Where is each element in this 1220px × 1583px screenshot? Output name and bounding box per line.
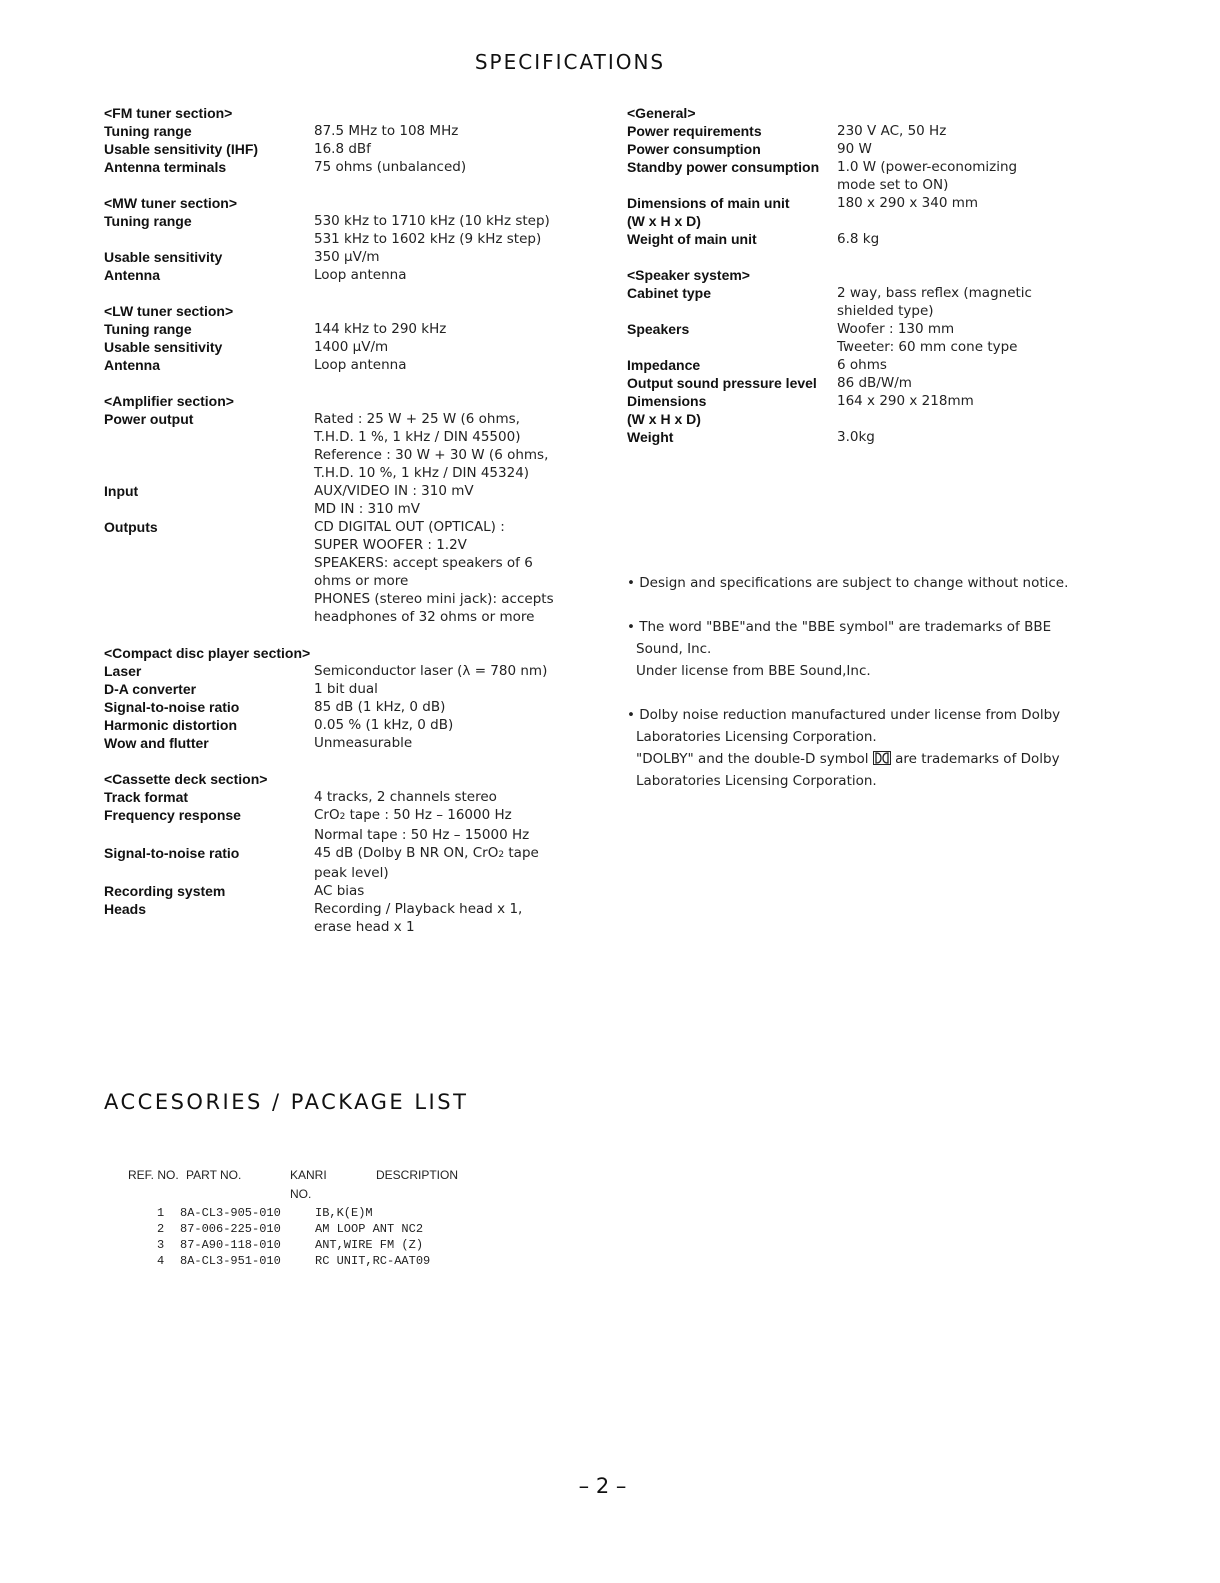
spec-label: Speakers <box>627 321 690 337</box>
section-gap <box>104 752 574 770</box>
page-title: SPECIFICATIONS <box>474 50 666 74</box>
note-text: are trademarks of Dolby <box>895 751 1060 767</box>
section-gap <box>104 284 574 302</box>
section-heading: <Cassette deck section> <box>104 771 268 787</box>
spec-value: 144 kHz to 290 kHz <box>314 321 447 337</box>
part-no: 87-006-225-010 <box>180 1222 281 1236</box>
description: ANT,WIRE FM (Z) <box>315 1238 424 1252</box>
spec-row <box>104 716 574 734</box>
spec-row <box>104 882 574 900</box>
description: IB,K(E)M <box>315 1206 373 1220</box>
spec-row <box>104 662 574 680</box>
spec-label: Usable sensitivity <box>104 249 223 265</box>
spec-label: Antenna <box>104 267 160 283</box>
spec-value: Unmeasurable <box>314 735 413 751</box>
spec-value: 6 ohms <box>837 357 887 373</box>
spec-label: Signal-to-noise ratio <box>104 699 240 715</box>
spec-value: 90 W <box>837 141 872 157</box>
description: AM LOOP ANT NC2 <box>315 1222 424 1236</box>
ref-no: 2 <box>157 1222 165 1236</box>
section-heading: <Compact disc player section> <box>104 645 311 661</box>
spec-row <box>627 158 1097 194</box>
spec-row <box>104 410 574 482</box>
spec-value: 350 µV/m <box>314 249 380 265</box>
spec-row <box>627 428 1097 446</box>
spec-value: CrO2 tape : 50 Hz – 16000 Hz Normal tape : 50 Hz – 15000 Hz <box>314 807 530 843</box>
note-text: "DOLBY" and the double-D symbol <box>636 751 869 767</box>
specs-right-column <box>627 104 1097 446</box>
spec-row <box>104 320 574 338</box>
spec-label: Impedance <box>627 357 701 373</box>
note-bbe <box>627 616 1097 682</box>
spec-row <box>627 320 1097 356</box>
spec-row <box>104 122 574 140</box>
header-kanri-no: NO. <box>290 1187 312 1201</box>
spec-label: Recording system <box>104 883 226 899</box>
spec-label: Usable sensitivity (IHF) <box>104 141 259 157</box>
spec-label: Tuning range <box>104 321 192 337</box>
spec-row <box>104 356 574 374</box>
section-gap <box>104 176 574 194</box>
spec-row <box>104 158 574 176</box>
description: RC UNIT,RC-AAT09 <box>315 1254 431 1268</box>
spec-value: 16.8 dBf <box>314 141 371 157</box>
spec-value: Loop antenna <box>314 267 407 283</box>
spec-label: Antenna terminals <box>104 159 227 175</box>
section-heading: <FM tuner section> <box>104 105 233 121</box>
spec-row <box>104 338 574 356</box>
spec-label: Tuning range <box>104 123 192 139</box>
spec-row <box>627 374 1097 392</box>
spec-row <box>104 248 574 266</box>
dolby-double-d-icon <box>873 751 891 765</box>
spec-row <box>627 284 1097 320</box>
part-no: 8A-CL3-951-010 <box>180 1254 281 1268</box>
spec-row <box>104 518 574 626</box>
spec-label: Dimensions (W x H x D) <box>627 393 707 427</box>
spec-row <box>104 482 574 518</box>
spec-value: 6.8 kg <box>837 231 880 247</box>
spec-value: Recording / Playback head x 1, erase head x 1 <box>314 901 523 935</box>
note-line: Laboratories Licensing Corporation. <box>636 773 877 789</box>
spec-row <box>104 734 574 752</box>
ref-no: 3 <box>157 1238 165 1252</box>
spec-row <box>627 356 1097 374</box>
spec-value: 86 dB/W/m <box>837 375 912 391</box>
part-no: 8A-CL3-905-010 <box>180 1206 281 1220</box>
note-line: Sound, Inc. <box>636 641 712 657</box>
ref-no: 1 <box>157 1206 165 1220</box>
spec-value: CD DIGITAL OUT (OPTICAL) : SUPER WOOFER : 1.2V SPEAKERS: accept speakers of 6 ohms or more PHONES (stereo mini jack): accepts headphones of 32 ohms or more <box>314 519 554 625</box>
spec-label: Input <box>104 483 139 499</box>
spec-label: Frequency response <box>104 807 241 823</box>
section-heading: <LW tuner section> <box>104 303 234 319</box>
part-no: 87-A90-118-010 <box>180 1238 281 1252</box>
spec-label: Dimensions of main unit (W x H x D) <box>627 195 790 229</box>
note-design <box>627 572 1097 594</box>
spec-label: Tuning range <box>104 213 192 229</box>
spec-label: Outputs <box>104 519 158 535</box>
spec-row <box>627 392 1097 428</box>
spec-row <box>104 698 574 716</box>
header-kanri: KANRI <box>290 1168 327 1182</box>
spec-row <box>104 266 574 284</box>
spec-row <box>627 122 1097 140</box>
page-number: – 2 – <box>578 1474 627 1498</box>
section-heading: <Amplifier section> <box>104 393 234 409</box>
spec-value: AUX/VIDEO IN : 310 mV MD IN : 310 mV <box>314 483 474 517</box>
spec-label: Output sound pressure level <box>627 375 817 391</box>
section-gap <box>104 374 574 392</box>
spec-value: 230 V AC, 50 Hz <box>837 123 947 139</box>
spec-value: 530 kHz to 1710 kHz (10 kHz step) 531 kHz to 1602 kHz (9 kHz step) <box>314 213 550 247</box>
spec-value: 87.5 MHz to 108 MHz <box>314 123 459 139</box>
note-line: Laboratories Licensing Corporation. <box>636 729 877 745</box>
header-ref-no: REF. NO. <box>128 1168 179 1182</box>
spec-value: 3.0kg <box>837 429 875 445</box>
spec-row <box>104 788 574 806</box>
spec-value: 1400 µV/m <box>314 339 389 355</box>
section-gap <box>104 626 574 644</box>
spec-value: 45 dB (Dolby B NR ON, CrO2 tape peak level) <box>314 845 539 881</box>
spec-value: 180 x 290 x 340 mm <box>837 195 979 211</box>
spec-value: 4 tracks, 2 channels stereo <box>314 789 497 805</box>
spec-value: 0.05 % (1 kHz, 0 dB) <box>314 717 454 733</box>
spec-value: 2 way, bass reflex (magnetic shielded type) <box>837 285 1032 319</box>
spec-row <box>104 806 574 844</box>
spec-label: Harmonic distortion <box>104 717 238 733</box>
spec-value: AC bias <box>314 883 365 899</box>
spec-row <box>627 140 1097 158</box>
section-heading: <MW tuner section> <box>104 195 238 211</box>
spec-label: Power requirements <box>627 123 762 139</box>
spec-row <box>627 230 1097 248</box>
notes <box>627 572 1097 814</box>
section-heading: <Speaker system> <box>627 267 750 283</box>
spec-value: 1 bit dual <box>314 681 378 697</box>
note-line: • The word "BBE"and the "BBE symbol" are trademarks of BBE <box>627 619 1052 635</box>
spec-label: Cabinet type <box>627 285 712 301</box>
note-line: • Dolby noise reduction manufactured under license from Dolby <box>627 707 1061 723</box>
spec-value: Semiconductor laser (λ = 780 nm) <box>314 663 548 679</box>
spec-label: Antenna <box>104 357 160 373</box>
spec-label: Heads <box>104 901 147 917</box>
spec-value: Woofer : 130 mm Tweeter: 60 mm cone type <box>837 321 1018 355</box>
header-part-no: PART NO. <box>186 1168 242 1182</box>
section-heading: <General> <box>627 105 696 121</box>
spec-value: Rated : 25 W + 25 W (6 ohms, T.H.D. 1 %, 1 kHz / DIN 45500) Reference : 30 W + 30 W (6 ohms, T.H.D. 10 %, 1 kHz / DIN 45324) <box>314 411 549 481</box>
spec-label: Usable sensitivity <box>104 339 223 355</box>
header-description: DESCRIPTION <box>376 1168 459 1182</box>
spec-value: 85 dB (1 kHz, 0 dB) <box>314 699 446 715</box>
spec-value: 164 x 290 x 218mm <box>837 393 974 409</box>
spec-label: Signal-to-noise ratio <box>104 845 240 861</box>
spec-label: D-A converter <box>104 681 197 697</box>
spec-row <box>104 680 574 698</box>
spec-value: 1.0 W (power-economizing mode set to ON) <box>837 159 1018 193</box>
spec-row <box>104 844 574 882</box>
spec-value: 75 ohms (unbalanced) <box>314 159 467 175</box>
spec-label: Power output <box>104 411 194 427</box>
note-line: • Design and specifications are subject to change without notice. <box>627 575 1069 591</box>
spec-row <box>104 900 574 936</box>
note-dolby <box>627 704 1097 792</box>
note-line <box>627 748 1097 770</box>
spec-label: Standby power consumption <box>627 159 820 175</box>
ref-no: 4 <box>157 1254 165 1268</box>
note-line: Under license from BBE Sound,Inc. <box>636 663 871 679</box>
specs-left-column <box>104 104 574 936</box>
spec-value: Loop antenna <box>314 357 407 373</box>
spec-row <box>627 194 1097 230</box>
spec-label: Weight <box>627 429 674 445</box>
section-gap <box>627 248 1097 266</box>
spec-label: Power consumption <box>627 141 761 157</box>
spec-row <box>104 212 574 248</box>
spec-row <box>104 140 574 158</box>
spec-label: Wow and flutter <box>104 735 209 751</box>
accessories-title: ACCESORIES / PACKAGE LIST <box>104 1090 469 1114</box>
spec-label: Laser <box>104 663 142 679</box>
spec-label: Weight of main unit <box>627 231 757 247</box>
spec-label: Track format <box>104 789 189 805</box>
